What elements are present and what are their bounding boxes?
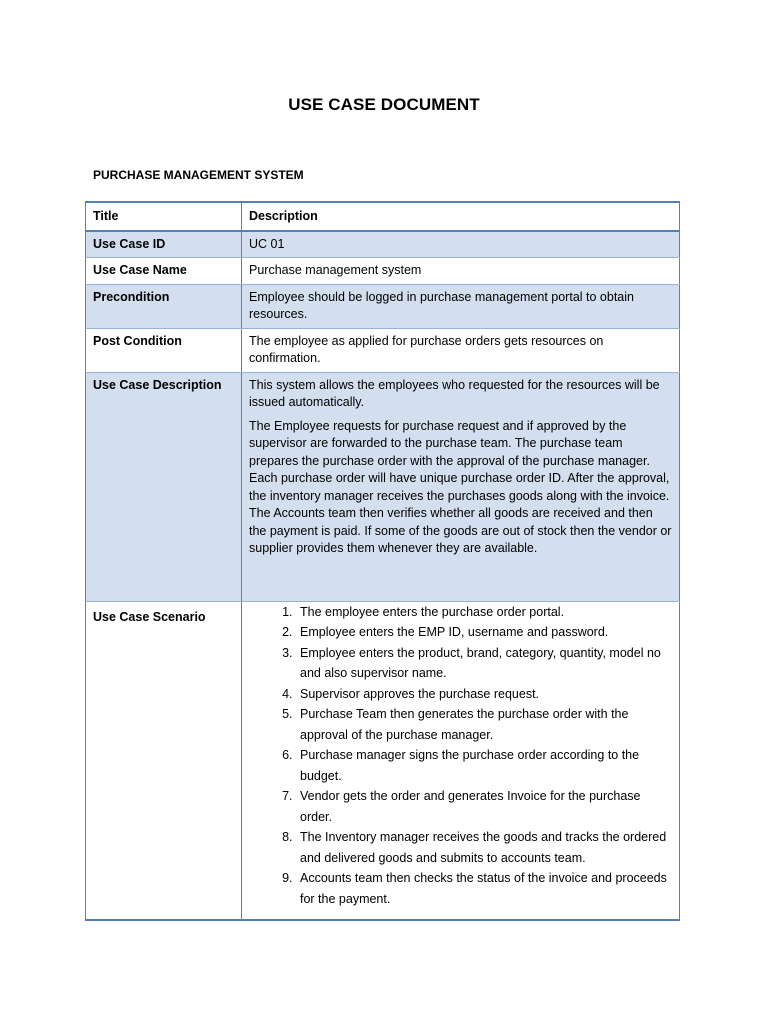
row-label: Use Case Name <box>86 258 242 285</box>
row-value: Employee should be logged in purchase management portal to obtain resources. <box>242 284 680 328</box>
list-item: 9. Accounts team then checks the status of the invoice and proceeds for the payment. <box>296 868 672 909</box>
use-case-table <box>85 201 680 921</box>
header-title-cell: Title <box>86 202 242 231</box>
list-item: 6. Purchase manager signs the purchase order according to the budget. <box>296 745 672 786</box>
table-header-row <box>86 202 680 231</box>
list-item: 7. Vendor gets the order and generates Invoice for the purchase order. <box>296 786 672 827</box>
list-item: 4. Supervisor approves the purchase request. <box>296 684 672 705</box>
document-subtitle: PURCHASE MANAGEMENT SYSTEM <box>93 168 304 182</box>
row-value: The employee as applied for purchase orders gets resources on confirmation. <box>242 328 680 372</box>
row-label: Use Case Scenario <box>86 601 242 920</box>
list-item: 8. The Inventory manager receives the goods and tracks the ordered and delivered goods and submits to accounts team. <box>296 827 672 868</box>
row-value <box>242 372 680 601</box>
row-use-case-name <box>86 258 680 285</box>
header-description-cell: Description <box>242 202 680 231</box>
description-paragraph: This system allows the employees who requested for the resources will be issued automatically. <box>249 377 660 409</box>
list-item: 1. The employee enters the purchase order portal. <box>296 602 672 623</box>
row-value: Purchase management system <box>242 258 680 285</box>
row-label: Use Case Description <box>86 372 242 601</box>
row-use-case-description <box>86 372 680 601</box>
row-label: Use Case ID <box>86 231 242 258</box>
list-item: 3. Employee enters the product, brand, category, quantity, model no and also supervisor name. <box>296 643 672 684</box>
row-value: UC 01 <box>242 231 680 258</box>
row-label: Precondition <box>86 284 242 328</box>
row-label: Post Condition <box>86 328 242 372</box>
description-paragraph: The Employee requests for purchase request and if approved by the supervisor are forwarded to the purchase team. The purchase team prepares the purchase order with the approval of the purchase manager. Each purchase order will have unique purchase order ID. After the approval, the inventory manager receives the purchases goods along with the invoice. The Accounts team then verifies whether all goods are received and then the payment is paid. If some of the goods are out of stock then the vendor or supplier provides them whenever they are available. <box>249 418 672 555</box>
row-precondition <box>86 284 680 328</box>
list-item: 2. Employee enters the EMP ID, username and password. <box>296 622 672 643</box>
document-title: USE CASE DOCUMENT <box>288 95 480 114</box>
row-post-condition <box>86 328 680 372</box>
row-value <box>242 601 680 920</box>
scenario-steps-list <box>249 602 672 910</box>
row-use-case-scenario <box>86 601 680 920</box>
row-use-case-id <box>86 231 680 258</box>
list-item: 5. Purchase Team then generates the purchase order with the approval of the purchase manager. <box>296 704 672 745</box>
